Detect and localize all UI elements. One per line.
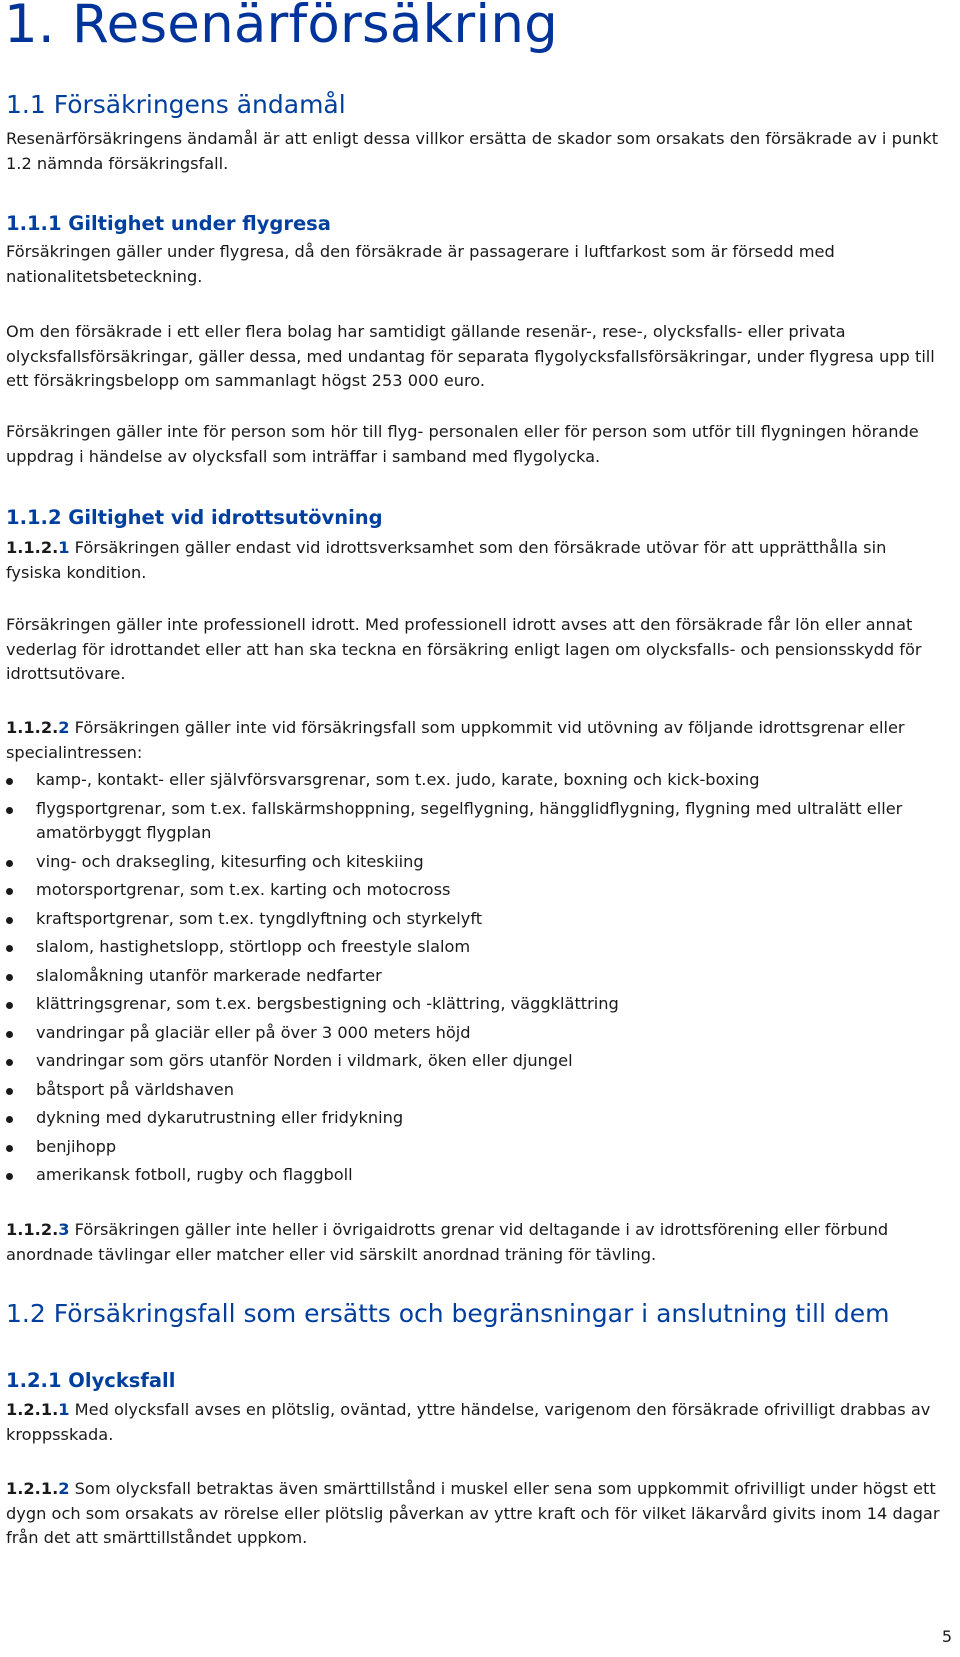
list-item: vandringar som görs utanför Norden i vildmark, öken eller djungel [0,1049,940,1074]
clause-number: 1.1.2.2 [6,718,70,737]
bullet-icon [6,974,13,981]
list-item: slalom, hastighetslopp, störtlopp och freestyle slalom [0,935,940,960]
clause-number: 1.2.1.2 [6,1479,70,1498]
list-item: benjihopp [0,1135,940,1160]
list-item: flygsportgrenar, som t.ex. fallskärmshoppning, segelflygning, hängglidflygning, flygning med ultralätt eller amatörbyggt flygplan [0,797,940,846]
heading-1-1-2: 1.1.2 Giltighet vid idrottsutövning [6,506,383,529]
page-title: 1. Resenärförsäkring [4,0,558,55]
excluded-sports-list [0,768,940,1188]
heading-1-1: 1.1 Försäkringens ändamål [6,90,346,119]
bullet-icon [6,945,13,952]
bullet-icon [6,1031,13,1038]
bullet-icon [6,1116,13,1123]
clause-number: 1.1.2.3 [6,1220,70,1239]
list-item: kamp-, kontakt- eller självförsvarsgrenar, som t.ex. judo, karate, boxning och kick-boxing [0,768,940,793]
bullet-icon [6,1173,13,1180]
paragraph-1-1-2-professional: Försäkringen gäller inte professionell idrott. Med professionell idrott avses att den försäkrade får lön eller annat vederlag för idrottandet eller att han ska teckna en försäkring enligt lagen om olycksfalls- och pensionsskydd för idrottsutövare. [6,615,922,683]
paragraph-1-1-1-a: Försäkringen gäller under flygresa, då den försäkrade är passagerare i luftfarkost som är försedd med nationalitetsbeteckning. [6,242,835,286]
paragraph-1-1-2-3: 1.1.2.3 Försäkringen gäller inte heller i övrigaidrotts grenar vid deltagande i av idrottsförening eller förbund anordnade tävlingar eller matcher eller vid särskilt anordnad träning för tävling. [6,1220,889,1264]
list-item: ving- och draksegling, kitesurfing och kiteskiing [0,850,940,875]
list-item: dykning med dykarutrustning eller fridykning [0,1106,940,1131]
list-item: motorsportgrenar, som t.ex. karting och motocross [0,878,940,903]
paragraph-1-1-1-b: Om den försäkrade i ett eller flera bolag har samtidigt gällande resenär-, rese-, olycksfalls- eller privata olycksfallsförsäkringar, gäller dessa, med undantag för separata flygolycksfallsförsäkringar, under flygresa upp till ett försäkringsbelopp om sammanlagt högst 253 000 euro. [6,322,935,390]
paragraph-1-2-1-2: 1.2.1.2 Som olycksfall betraktas även smärttillstånd i muskel eller sena som uppkommit ofrivilligt under högst ett dygn och som orsakats av rörelse eller plötslig påverkan av yttre kraft och för vilket läkarvård givits inom 14 dagar från det att smärttillståndet uppkom. [6,1479,940,1547]
bullet-icon [6,888,13,895]
list-item: kraftsportgrenar, som t.ex. tyngdlyftning och styrkelyft [0,907,940,932]
paragraph-1-2-1-1: 1.2.1.1 Med olycksfall avses en plötslig, oväntad, yttre händelse, varigenom den försäkrade ofrivilligt drabbas av kroppsskada. [6,1400,931,1444]
list-item: vandringar på glaciär eller på över 3 000 meters höjd [0,1021,940,1046]
clause-number: 1.2.1.1 [6,1400,70,1419]
bullet-icon [6,1145,13,1152]
list-item: amerikansk fotboll, rugby och flaggboll [0,1163,940,1188]
list-item: slalomåkning utanför markerade nedfarter [0,964,940,989]
heading-1-1-1: 1.1.1 Giltighet under flygresa [6,212,331,235]
bullet-icon [6,860,13,867]
heading-1-2: 1.2 Försäkringsfall som ersätts och begränsningar i anslutning till dem [6,1299,890,1328]
paragraph-1-1-2-1: 1.1.2.1 Försäkringen gäller endast vid idrottsverksamhet som den försäkrade utövar för att upprätthålla sin fysiska kondition. [6,538,887,582]
heading-1-2-1: 1.2.1 Olycksfall [6,1369,176,1392]
list-item: klättringsgrenar, som t.ex. bergsbestigning och -klättring, väggklättring [0,992,940,1017]
paragraph-1-1-1-c: Försäkringen gäller inte för person som hör till flyg- personalen eller för person som utför till flygningen hörande uppdrag i händelse av olycksfall som inträffar i samband med flygolycka. [6,422,919,466]
bullet-icon [6,917,13,924]
bullet-icon [6,1059,13,1066]
paragraph-1-1: Resenärförsäkringens ändamål är att enligt dessa villkor ersätta de skador som orsakats den försäkrade av i punkt 1.2 nämnda försäkringsfall. [6,129,939,173]
bullet-icon [6,1002,13,1009]
bullet-icon [6,778,13,785]
bullet-icon [6,807,13,814]
paragraph-1-1-2-2: 1.1.2.2 Försäkringen gäller inte vid försäkringsfall som uppkommit vid utövning av följande idrottsgrenar eller specialintressen: [6,718,905,762]
clause-number: 1.1.2.1 [6,538,70,557]
page-number: 5 [941,1627,952,1646]
list-item: båtsport på världshaven [0,1078,940,1103]
bullet-icon [6,1088,13,1095]
